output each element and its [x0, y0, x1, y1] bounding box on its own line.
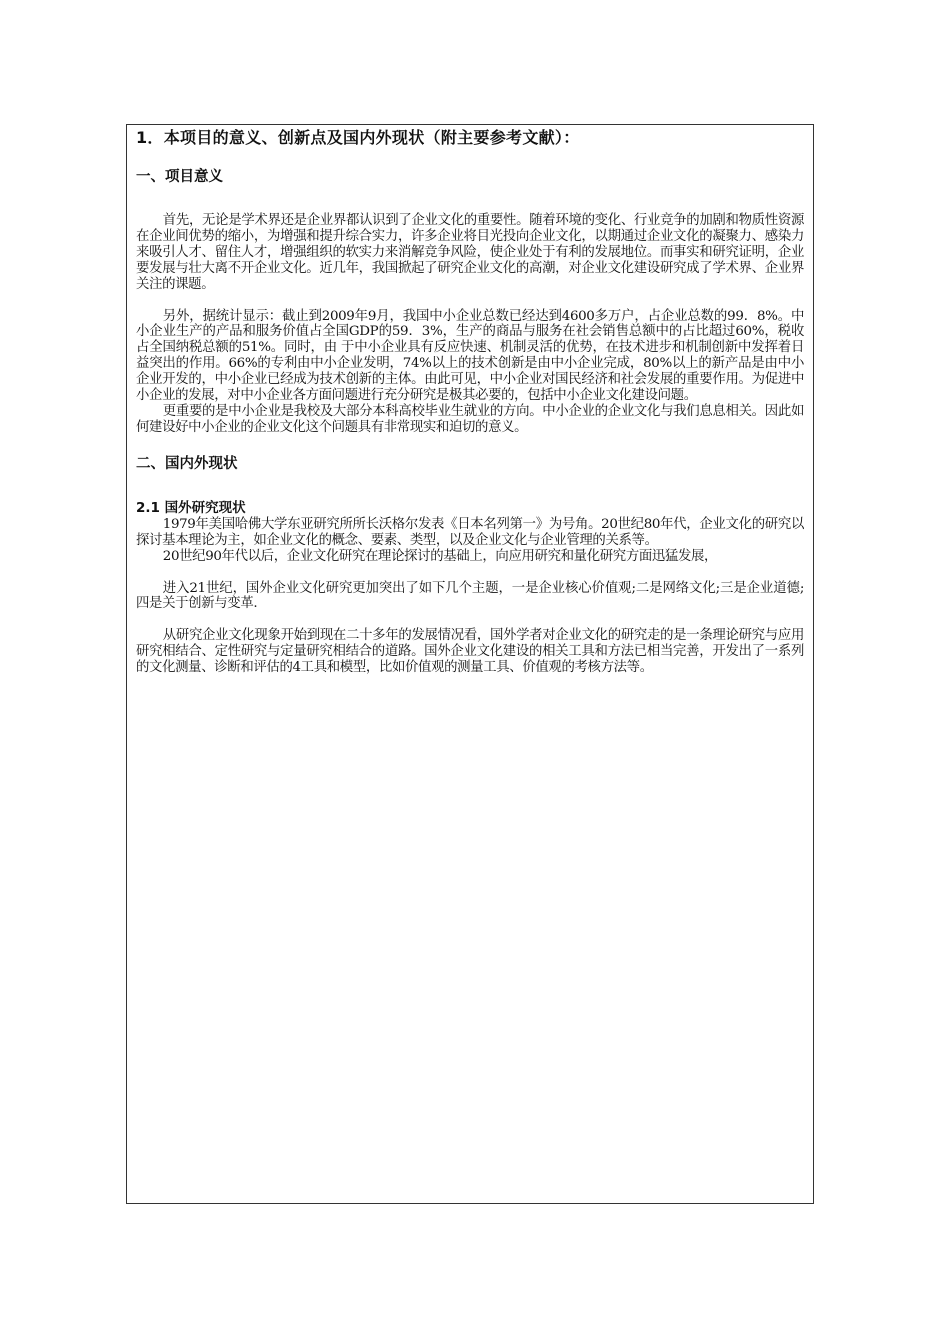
paragraph-foreign-1: 1979年美国哈佛大学东亚研究所所长沃格尔发表《日本名列第一》为号角。20世纪80年代，企业文化的研究以探讨基本理论为主，如企业文化的概念、要素、类型，以及企业文化与企业管理的关系等。: [136, 516, 804, 548]
document-frame: [126, 124, 814, 1204]
paragraph-foreign-2: 20世纪90年代以后，企业文化研究在理论探讨的基础上，向应用研究和量化研究方面迅猛发展，: [162, 548, 718, 564]
paragraph-significance-2: 另外，据统计显示：截止到2009年9月，我国中小企业总数已经达到4600多万户，占企业总数的99．8%。中小企业生产的产品和服务价值占全国GDP的59．3%，生产的商品与服务在社会销售总额中的占比超过60%，税收占全国纳税总额的51%。同时，由 于中小企业具有反应快速、机制灵活的优势，在技术进步和机制创新中发挥着日益突出的作用。66%的专利由中小企业发明，74%以上的技术创新是由中小企业完成，80%以上的新产品是由中小企业开发的，中小企业已经成为技术创新的主体。由此可见，中小企业对国民经济和社会发展的重要作用。为促进中小企业的发展，对中小企业各方面问题进行充分研究是极其必要的，包括中小企业文化建设问题。: [136, 308, 804, 404]
paragraph-significance-1: 首先，无论是学术界还是企业界都认识到了企业文化的重要性。随着环境的变化、行业竞争的加剧和物质性资源在企业间优势的缩小，为增强和提升综合实力，许多企业将目光投向企业文化，以期通过企业文化的凝聚力、感染力来吸引人才、留住人才，增强组织的软实力来消解竞争风险，使企业处于有利的发展地位。而事实和研究证明，企业要发展与壮大离不开企业文化。近几年，我国掀起了研究企业文化的高潮，对企业文化建设研究成了学术界、企业界关注的课题。: [136, 213, 804, 292]
paragraph-foreign-4: 从研究企业文化现象开始到现在二十多年的发展情况看，国外学者对企业文化的研究走的是一条理论研究与应用研究相结合、定性研究与定量研究相结合的道路。国外企业文化建设的相关工具和方法已相当完善，开发出了一系列的文化测量、诊断和评估的4工具和模型，比如价值观的测量工具、价值观的考核方法等。: [136, 628, 804, 676]
document-title: 1．本项目的意义、创新点及国内外现状（附主要参考文献）：: [136, 128, 580, 147]
section-heading-status: 二、国内外现状: [136, 455, 238, 472]
paragraph-significance-3: 更重要的是中小企业是我校及大部分本科高校毕业生就业的方向。中小企业的企业文化与我们息息相关。因此如何建设好中小企业的企业文化这个问题具有非常现实和迫切的意义。: [136, 403, 804, 435]
section-heading-significance: 一、项目意义: [136, 169, 223, 185]
subsection-heading-foreign-research: 2.1 国外研究现状: [136, 499, 246, 516]
paragraph-foreign-3: 进入21世纪，国外企业文化研究更加突出了如下几个主题，一是企业核心价值观;二是网络文化;三是企业道德;四是关于创新与变革.: [136, 580, 804, 612]
